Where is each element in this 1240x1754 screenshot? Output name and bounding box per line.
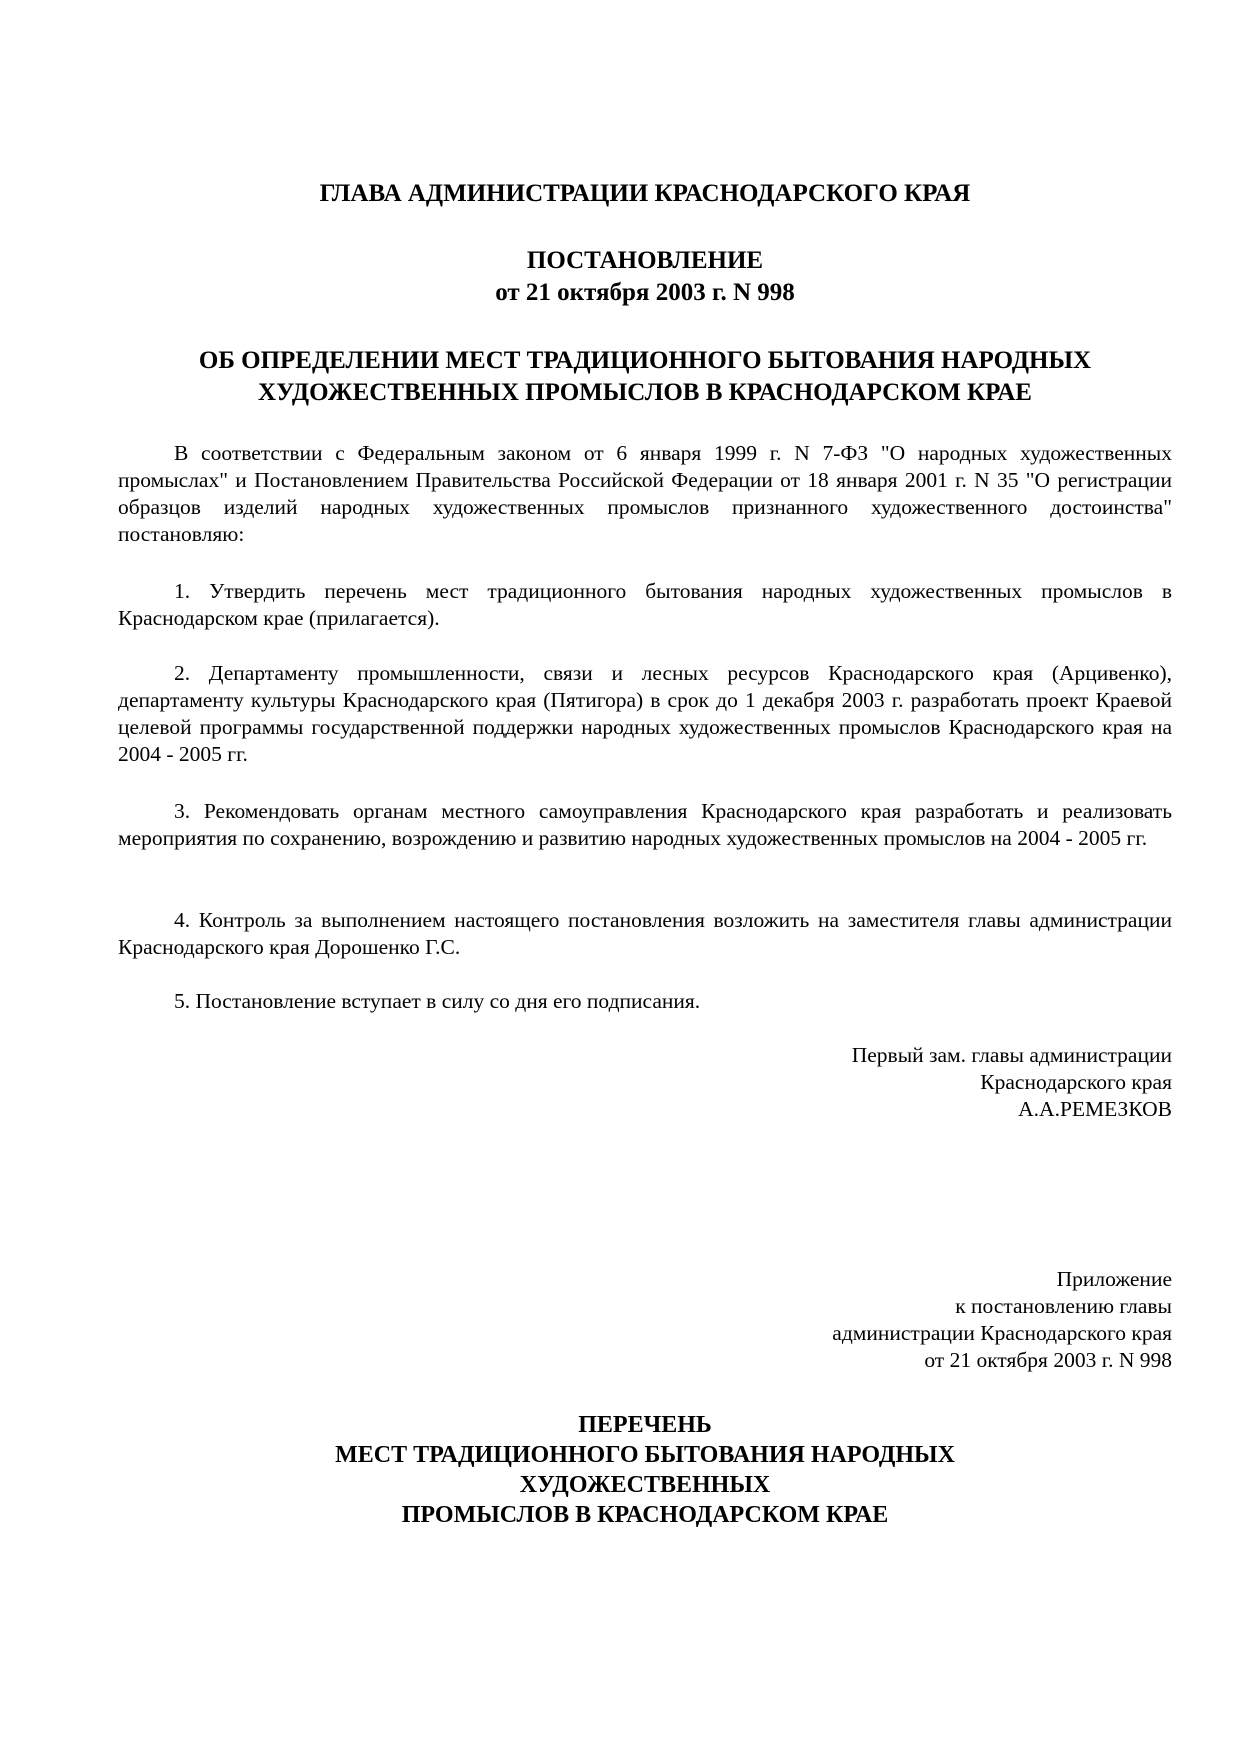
list-title-line-1: ПЕРЕЧЕНЬ (578, 1412, 712, 1438)
doc-type: ПОСТАНОВЛЕНИЕ (526, 247, 764, 274)
doc-title (118, 345, 1172, 409)
preamble-paragraph: В соответствии с Федеральным законом от 6 января 1999 г. N 7-ФЗ "О народных художественных промыслах" и Постановлением Правительства Российской Федерации от 18 января 2001 г. N 35 "О регистрации образцов изделий народных художественных промыслов признанного художественного достоинства" постановляю: (118, 441, 1172, 546)
organization-heading: ГЛАВА АДМИНИСТРАЦИИ КРАСНОДАРСКОГО КРАЯ (319, 180, 971, 207)
item-1-paragraph: 1. Утвердить перечень мест традиционного бытования народных художественных промыслов в Краснодарском крае (прилагается). (118, 579, 1172, 630)
doc-date-number: от 21 октября 2003 г. N 998 (495, 279, 795, 306)
title-line-1: ОБ ОПРЕДЕЛЕНИИ МЕСТ ТРАДИЦИОННОГО БЫТОВАНИЯ НАРОДНЫХ (198, 347, 1092, 374)
signature-region: Краснодарского края (980, 1070, 1172, 1094)
signature-position: Первый зам. главы администрации (851, 1043, 1172, 1067)
list-title-line-4: ПРОМЫСЛОВ В КРАСНОДАРСКОМ КРАЕ (401, 1502, 889, 1528)
appendix-line-4: от 21 октября 2003 г. N 998 (924, 1348, 1172, 1372)
title-line-2: ХУДОЖЕСТВЕННЫХ ПРОМЫСЛОВ В КРАСНОДАРСКОМ КРАЕ (258, 379, 1032, 406)
appendix-label: Приложение (1056, 1267, 1172, 1291)
item-5-paragraph: 5. Постановление вступает в силу со дня его подписания. (174, 989, 701, 1013)
item-2-paragraph: 2. Департаменту промышленности, связи и лесных ресурсов Краснодарского края (Арцивенко), департаменту культуры Краснодарского края (Пятигора) в срок до 1 декабря 2003 г. разработать проект Краевой целевой программы государственной поддержки народных художественных промыслов Краснодарского края на 2004 - 2005 гг. (118, 661, 1172, 766)
item-4-paragraph: 4. Контроль за выполнением настоящего постановления возложить на заместителя главы администрации Краснодарского края Дорошенко Г.С. (118, 908, 1172, 959)
appendix-line-3: администрации Краснодарского края (832, 1321, 1172, 1345)
list-title-line-2: МЕСТ ТРАДИЦИОННОГО БЫТОВАНИЯ НАРОДНЫХ (335, 1442, 955, 1468)
list-title (118, 1410, 1172, 1530)
doc-header (118, 245, 1172, 309)
signature-block (118, 1042, 1172, 1123)
list-title-line-3: ХУДОЖЕСТВЕННЫХ (519, 1472, 771, 1498)
signature-name: А.А.РЕМЕЗКОВ (1018, 1097, 1172, 1121)
appendix-line-2: к постановлению главы (955, 1294, 1172, 1318)
appendix-block (118, 1266, 1172, 1374)
item-3-paragraph: 3. Рекомендовать органам местного самоуправления Краснодарского края разработать и реализовать мероприятия по сохранению, возрождению и развитию народных художественных промыслов на 2004 - 2005 гг. (118, 799, 1172, 850)
